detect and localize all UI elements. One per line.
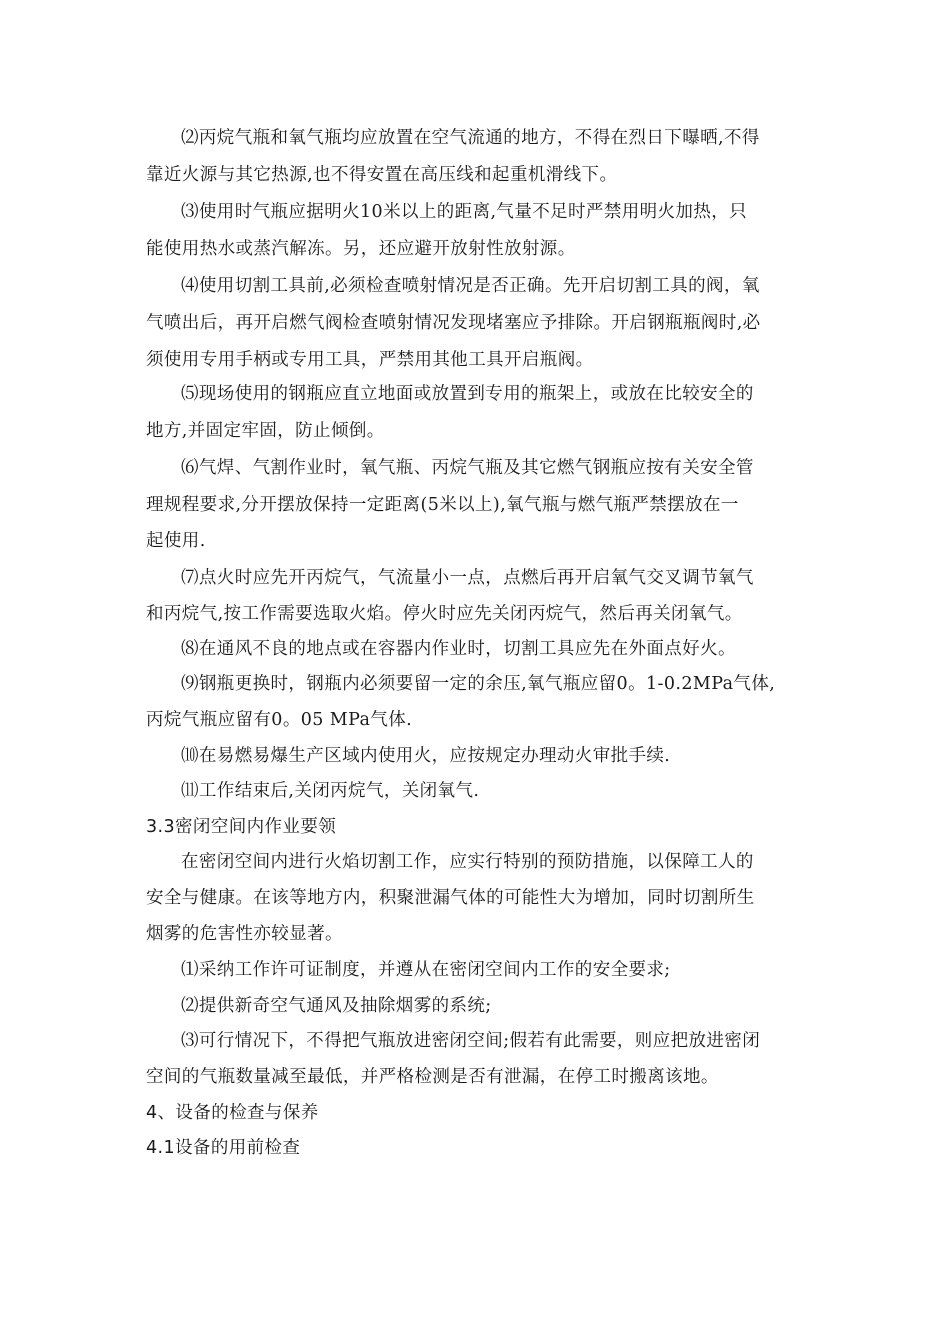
paragraph-line: ⑺点火时应先开丙烷气，气流量小一点，点燃后再开启氧气交叉调节氧气: [181, 568, 754, 588]
paragraph-line: ⑷使用切割工具前,必须检查喷射情况是否正确。先开启切割工具的阀，氧: [181, 276, 760, 296]
paragraph-line: ⑵提供新奇空气通风及抽除烟雾的系统;: [181, 996, 492, 1016]
paragraph-line: ⑶使用时气瓶应据明火10米以上的距离,气量不足时严禁用明火加热，只: [181, 202, 748, 222]
paragraph-line: 能使用热水或蒸汽解冻。另，还应避开放射性放射源。: [146, 239, 576, 259]
paragraph-line: 烟雾的危害性亦较显著。: [146, 924, 343, 944]
paragraph-line: 须使用专用手柄或专用工具，严禁用其他工具开启瓶阀。: [146, 350, 594, 370]
paragraph-line: ⑸现场使用的钢瓶应直立地面或放置到专用的瓶架上，或放在比较安全的: [181, 384, 754, 404]
paragraph-line: 空间的气瓶数量减至最低，并严格检测是否有泄漏，在停工时搬离该地。: [146, 1067, 719, 1087]
paragraph-line: ⑾工作结束后,关闭丙烷气，关闭氧气.: [181, 781, 480, 801]
paragraph-line: 安全与健康。在该等地方内，积聚泄漏气体的可能性大为增加，同时切割所生: [146, 888, 755, 908]
paragraph-line: ⑽在易燃易爆生产区域内使用火，应按规定办理动火审批手续.: [181, 746, 671, 766]
paragraph-line: ⑻在通风不良的地点或在容器内作业时，切割工具应先在外面点好火。: [181, 639, 736, 659]
paragraph-line: 靠近火源与其它热源,也不得安置在高压线和起重机滑线下。: [146, 165, 618, 185]
paragraph-line: 理规程要求,分开摆放保持一定距离(5米以上),氧气瓶与燃气瓶严禁摆放在一: [146, 495, 739, 515]
paragraph-line: 和丙烷气,按工作需要选取火焰。停火时应先关闭丙烷气，然后再关闭氧气。: [146, 604, 743, 624]
section-heading: 4、设备的检查与保养: [146, 1103, 319, 1123]
paragraph-line: 气喷出后，再开启燃气阀检查喷射情况发现堵塞应予排除。开启钢瓶瓶阀时,必: [146, 313, 761, 333]
section-heading: 4.1设备的用前检查: [146, 1138, 301, 1158]
paragraph-line: ⑴采纳工作许可证制度，并遵从在密闭空间内工作的安全要求;: [181, 960, 671, 980]
paragraph-line: 丙烷气瓶应留有0。05 MPa气体.: [146, 710, 413, 730]
paragraph-line: ⑶可行情况下，不得把气瓶放进密闭空间;假若有此需要，则应把放进密闭: [181, 1031, 761, 1051]
paragraph-line: ⑵丙烷气瓶和氧气瓶均应放置在空气流通的地方，不得在烈日下曝晒,不得: [181, 128, 760, 148]
paragraph-line: ⑹气焊、气割作业时，氧气瓶、丙烷气瓶及其它燃气钢瓶应按有关安全管: [181, 458, 754, 478]
paragraph-line: 地方,并固定牢固，防止倾倒。: [146, 421, 385, 441]
section-heading: 3.3密闭空间内作业要领: [146, 817, 337, 837]
paragraph-line: ⑼钢瓶更换时，钢瓶内必须要留一定的余压,氧气瓶应留0。1-0.2MPa气体,: [181, 674, 776, 694]
paragraph-line: 起使用.: [146, 531, 206, 551]
paragraph-line: 在密闭空间内进行火焰切割工作，应实行特别的预防措施，以保障工人的: [181, 852, 754, 872]
